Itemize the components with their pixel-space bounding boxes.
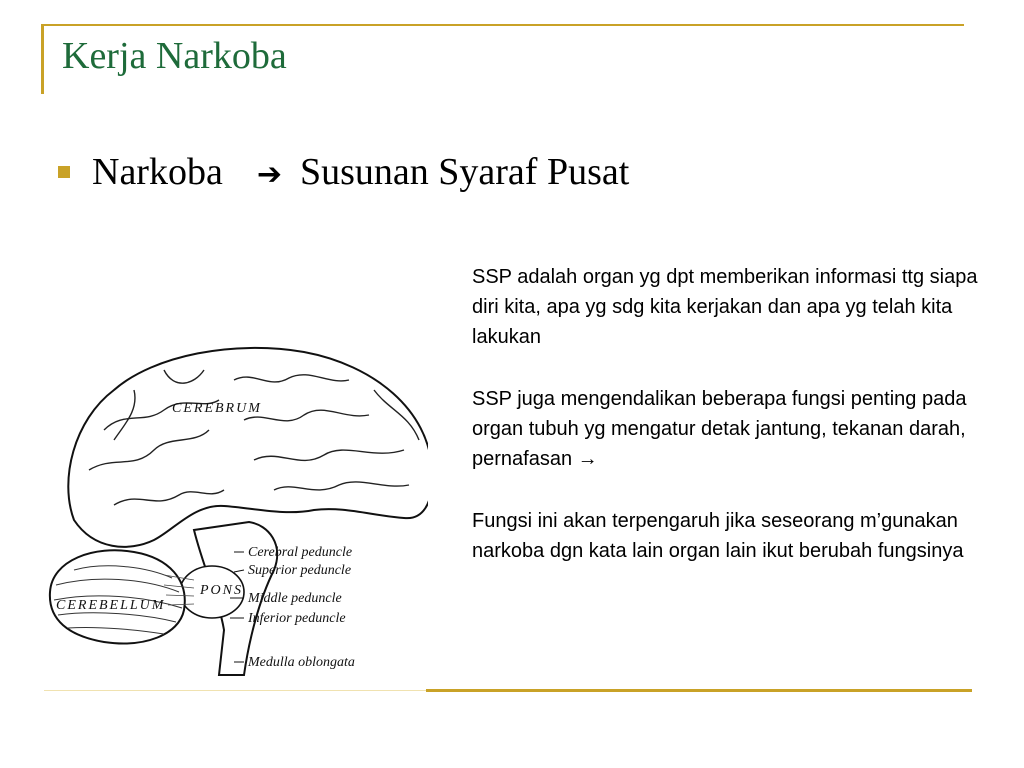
superior-peduncle-label: Superior peduncle: [248, 563, 352, 578]
description-text: [472, 262, 992, 598]
bullet-marker: [58, 166, 70, 178]
inferior-peduncle-label: Inferior peduncle: [248, 611, 346, 626]
cerebral-peduncle-label: Cerebral peduncle: [248, 545, 353, 560]
cerebellum-label: CEREBELLUM: [56, 598, 166, 613]
bullet-item: [58, 150, 629, 194]
top-border: [44, 24, 964, 26]
medulla-oblongata-label: Medulla oblongata: [248, 655, 355, 670]
cerebrum-label: CEREBRUM: [172, 401, 262, 416]
middle-peduncle-label: Middle peduncle: [248, 591, 342, 606]
bottom-divider-right: [426, 689, 972, 692]
bullet-right-text: Susunan Syaraf Pusat: [299, 151, 630, 193]
bullet-left-text: Narkoba: [92, 151, 223, 193]
slide-title: Kerja Narkoba: [62, 35, 287, 77]
bullet-text: [92, 150, 629, 194]
paragraph-1: SSP adalah organ yg dpt memberikan informasi ttg siapa diri kita, apa yg sdg kita kerjakan dan apa yg telah kita lakukan: [472, 266, 978, 348]
left-border: [41, 24, 44, 94]
paragraph-3: Fungsi ini akan terpengaruh jika seseorang m’gunakan narkoba dgn kata lain organ lain ikut berubah fungsinya: [472, 510, 964, 562]
arrow-icon: ➔: [256, 157, 282, 192]
paragraph-2: SSP juga mengendalikan beberapa fungsi penting pada organ tubuh yg mengatur detak jantung, tekanan darah, pernafasan →: [472, 388, 967, 470]
pons-label: PONS: [200, 583, 243, 598]
brain-illustration: [44, 330, 428, 690]
bottom-divider-left: [44, 690, 426, 691]
